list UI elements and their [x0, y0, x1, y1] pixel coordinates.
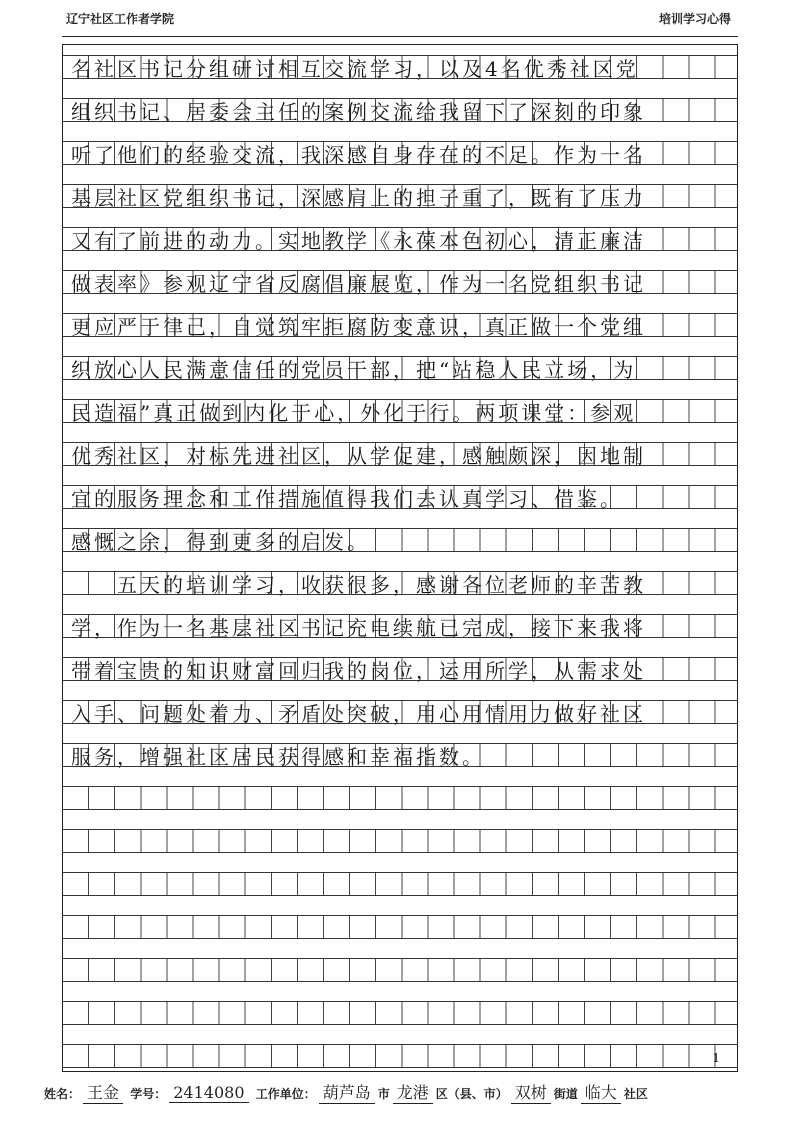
handwritten-line: 组织书记、居委会主任的案例交流给我留下了深刻的印象	[71, 101, 646, 123]
grid-row-empty	[63, 786, 737, 810]
grid-row	[63, 356, 737, 380]
handwritten-line: 五天的培训学习，收获很多，感谢各位老师的辛苦教	[71, 574, 646, 596]
grid-row	[63, 700, 737, 724]
grid-row	[63, 614, 737, 638]
grid-row	[63, 227, 737, 251]
grid-row-empty	[63, 872, 737, 896]
grid-row	[63, 528, 737, 552]
grid-row	[63, 141, 737, 165]
handwritten-line: 带着宝贵的知识财富回归我的岗位，运用所学，从需求处	[71, 660, 646, 682]
grid-row	[63, 743, 737, 767]
grid-row	[63, 313, 737, 337]
grid-row-empty	[63, 958, 737, 982]
header-institution: 辽宁社区工作者学院	[66, 12, 175, 26]
district-value: 龙港	[393, 1080, 433, 1104]
grid-row	[63, 98, 737, 122]
handwritten-line: 民造福”真正做到内化于心，外化于行。两项课堂：参观	[71, 402, 637, 424]
grid-row-empty	[63, 1001, 737, 1025]
handwritten-line: 更应严于律己，自觉筑牢拒腐防变意识，真正做一个党组	[71, 316, 646, 338]
footer-info	[44, 1080, 648, 1104]
writing-grid	[62, 44, 738, 1072]
handwritten-line: 服务，增强社区居民获得感和幸福指数。	[71, 746, 485, 768]
handwritten-line: 基层社区党组织书记，深感肩上的担子重了，既有了压力	[71, 187, 646, 209]
handwritten-line: 织放心人民满意信任的党员干部，把“站稳人民立场，为	[71, 359, 637, 381]
street-value: 双树	[511, 1080, 551, 1104]
grid-row-empty	[63, 915, 737, 939]
student-id-value: 2414080	[169, 1083, 248, 1103]
grid-row	[63, 657, 737, 681]
grid-row	[63, 399, 737, 423]
grid-row	[63, 55, 737, 79]
name-label: 姓名：	[44, 1087, 81, 1101]
student-id-label: 学号：	[130, 1087, 167, 1101]
street-label: 街道	[553, 1087, 578, 1101]
handwritten-line: 做表率》参观辽宁省反腐倡廉展览，作为一名党组织书记	[71, 273, 646, 295]
work-unit-label: 工作单位：	[255, 1087, 316, 1101]
grid-row	[63, 184, 737, 208]
grid-row	[63, 270, 737, 294]
header-document-type: 培训学习心得	[658, 12, 731, 26]
handwritten-line: 入手、问题处着力、矛盾处突破，用心用情用力做好社区	[71, 703, 646, 725]
handwritten-line: 优秀社区，对标先进社区，从学促建，感触颇深，因地制	[71, 445, 646, 467]
city-label: 市	[377, 1087, 390, 1101]
city-value: 葫芦岛	[319, 1080, 375, 1104]
handwritten-line: 听了他们的经验交流，我深感自身存在的不足。作为一名	[71, 144, 646, 166]
handwritten-line: 学，作为一名基层社区书记充电续航已完成，接下来我将	[71, 617, 646, 639]
grid-row-empty	[63, 1044, 737, 1068]
name-value: 王金	[83, 1080, 123, 1104]
page-mark: 1	[712, 1051, 723, 1065]
handwritten-line: 又有了前进的动力。实地教学《永葆本色初心，清正廉洁	[71, 230, 646, 252]
community-value: 临大	[581, 1080, 621, 1104]
grid-row-empty	[63, 829, 737, 853]
handwritten-line: 感慨之余，得到更多的启发。	[71, 531, 370, 553]
grid-row	[63, 485, 737, 509]
community-label: 社区	[623, 1087, 648, 1101]
handwritten-line: 宜的服务理念和工作措施值得我们去认真学习、借鉴。	[71, 488, 623, 510]
header-rule	[62, 36, 738, 37]
handwritten-line: 名社区书记分组研讨相互交流学习，以及4名优秀社区党	[71, 58, 639, 80]
grid-row	[63, 442, 737, 466]
district-label: 区（县、市）	[435, 1087, 508, 1101]
grid-row	[63, 571, 737, 595]
